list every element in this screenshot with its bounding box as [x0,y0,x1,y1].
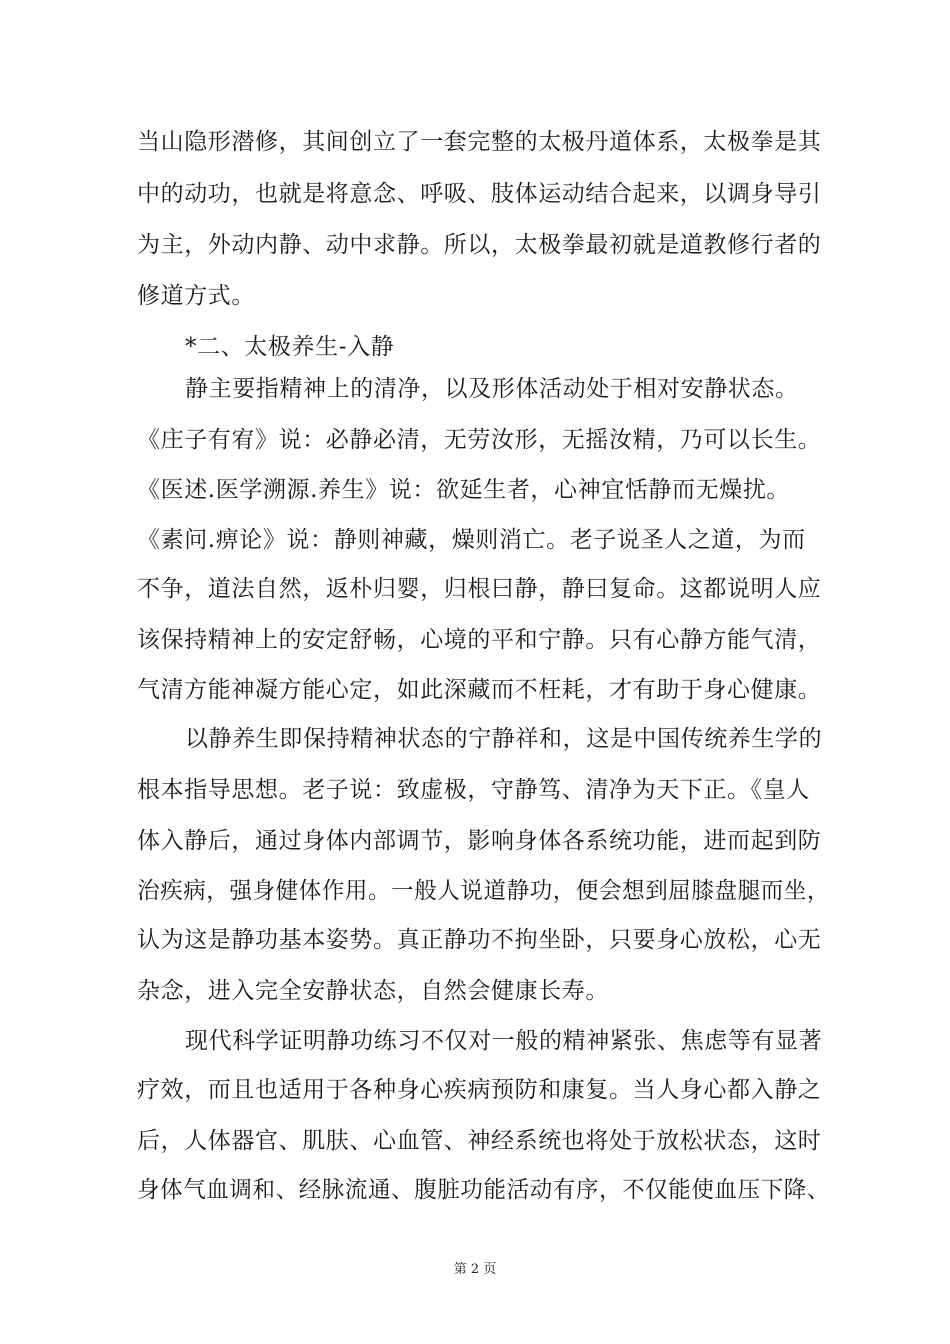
text-line: 疗效，而且也适用于各种身心疾病预防和康复。当人身心都入静之 [137,1077,822,1103]
text-line: 杂念，进入完全安静状态，自然会健康长寿。 [137,978,609,1004]
section-heading: *二、太极养生-入静 [185,334,395,360]
text-line: 认为这是静功基本姿势。真正静功不拘坐卧，只要身心放松，心无 [137,927,822,953]
text-line: 体入静后，通过身体内部调节，影响身体各系统功能，进而起到防 [137,828,822,854]
text-line: 气清方能神凝方能心定，如此深藏而不枉耗，才有助于身心健康。 [137,677,822,703]
text-line: 不争，道法自然，返朴归婴，归根曰静，静曰复命。这都说明人应 [137,576,822,602]
text-line: 身体气血调和、经脉流通、腹脏功能活动有序，不仅能使血压下降、 [137,1177,830,1203]
page-number: 第 2 页 [453,1262,497,1277]
text-line: 后，人体器官、肌肤、心血管、神经系统也将处于放松状态，这时 [137,1128,822,1154]
text-line: 治疾病，强身健体作用。一般人说道静功，便会想到屈膝盘腿而坐， [137,878,830,904]
text-line: 根本指导思想。老子说：致虚极，守静笃、清净为天下正。《皇人 [137,777,810,803]
text-line: 《庄子有宥》说：必静必清，无劳汝形，无摇汝精，乃可以长生。 [137,427,822,453]
text-line: 该保持精神上的安定舒畅，心境的平和宁静。只有心静方能气清， [137,627,822,653]
text-line: 中的动功，也就是将意念、呼吸、肢体运动结合起来，以调身导引 [137,181,822,207]
text-line: 以静养生即保持精神状态的宁静祥和，这是中国传统养生学的 [185,726,823,752]
text-line: 《素问.痹论》说：静则神藏，燥则消亡。老子说圣人之道，为而 [137,527,806,553]
text-line: 当山隐形潜修，其间创立了一套完整的太极丹道体系，太极拳是其 [137,129,822,155]
text-line: 现代科学证明静功练习不仅对一般的精神紧张、焦虑等有显著 [185,1028,823,1054]
text-line: 修道方式。 [137,283,255,309]
text-line: 《医述.医学溯源.养生》说：欲延生者，心神宜恬静而无燥扰。 [137,477,791,503]
text-line: 为主，外动内静、动中求静。所以，太极拳最初就是道教修行者的 [137,232,822,258]
text-line: 静主要指精神上的清净，以及形体活动处于相对安静状态。 [185,376,799,402]
